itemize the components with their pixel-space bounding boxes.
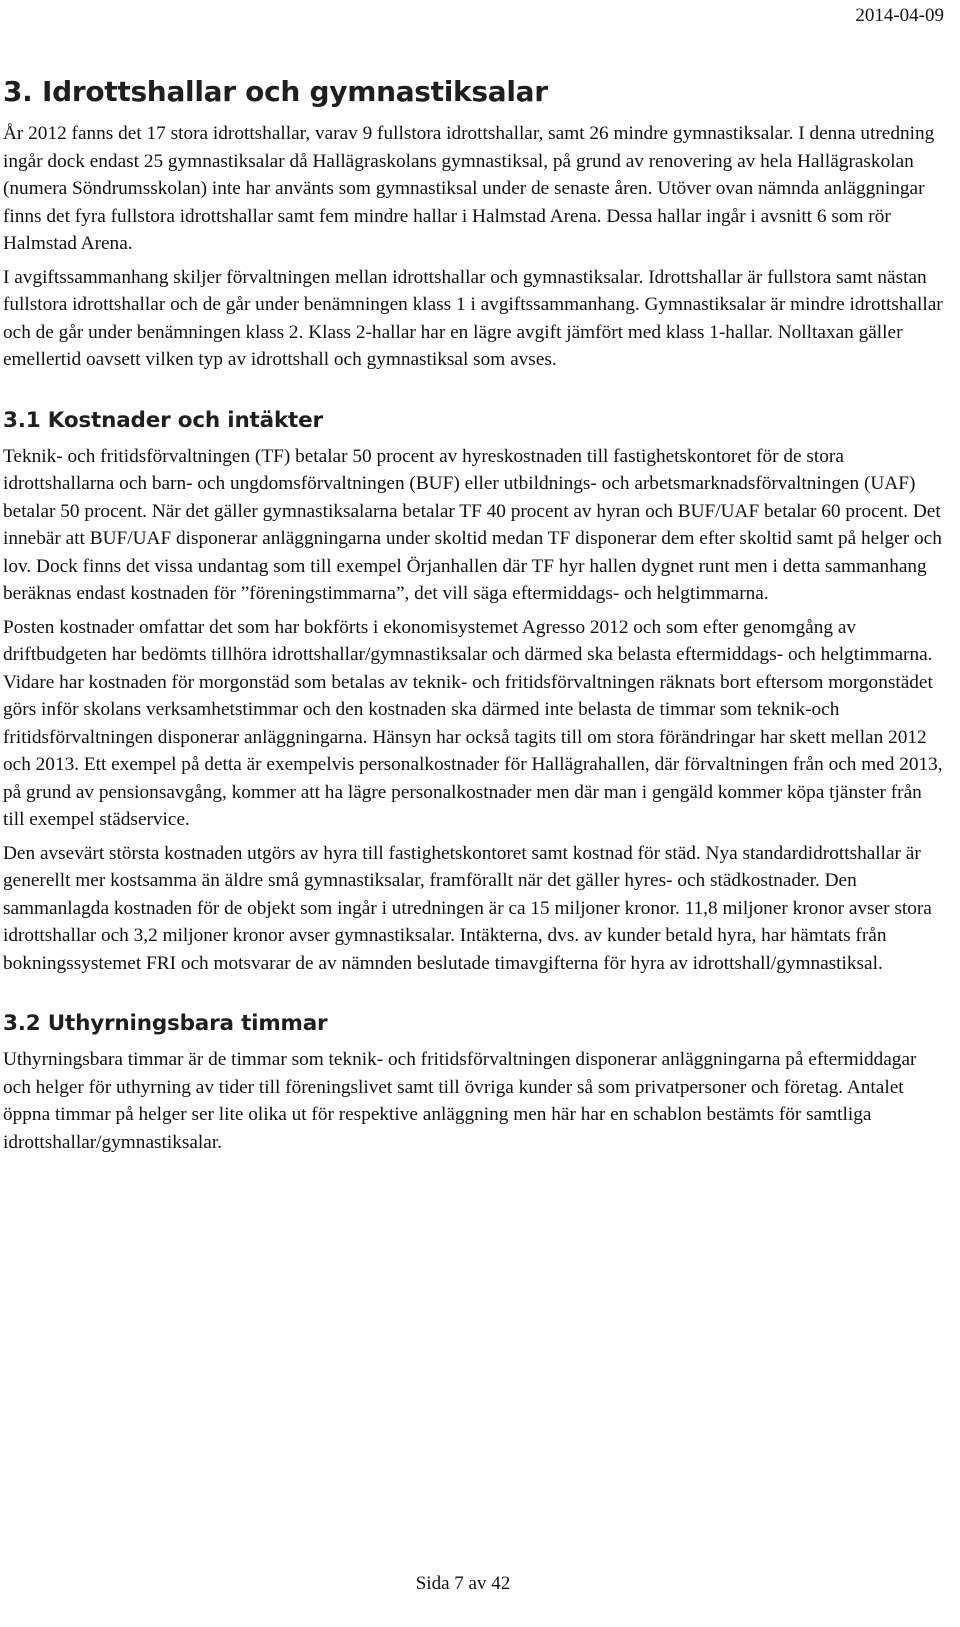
section-3-heading: 3. Idrottshallar och gymnastiksalar <box>3 75 548 108</box>
section-3-1-paragraph: Den avsevärt största kostnaden utgörs av hyra till fastighetskontoret samt kostnad för städ. Nya standardidrottshallar är generellt mer kostsamma än äldre små gymnastiksalar, framförallt när det gäller hyres- och städkostnader. Den sammanlagda kostnaden för de objekt som ingår i utredningen är ca 15 miljoner kronor. 11,8 miljoner kronor avser stora idrottshallar och 3,2 miljoner kronor avser gymnastiksalar. Intäkterna, dvs. av kunder betald hyra, har hämtats från bokningssystemet FRI och motsvarar de av nämnden beslutade timavgifterna för hyra av idrottshall/gymnastiksal. <box>3 842 932 974</box>
section-3-paragraph: I avgiftssammanhang skiljer förvaltningen mellan idrottshallar och gymnastiksalar. Idrottshallar är fullstora samt nästan fullstora idrottshallar och de går under benämningen klass 1 i avgiftssammanhang. Gymnastiksalar är mindre idrottshallar och de går under benämningen klass 2. Klass 2-hallar har en lägre avgift jämfört med klass 1-hallar. Nolltaxan gäller emellertid oavsett vilken typ av idrottshall och gymnastiksal som avses. <box>3 266 943 370</box>
page-number: Sida 7 av 42 <box>415 1573 511 1594</box>
section-3-2-heading: 3.2 Uthyrningsbara timmar <box>3 1011 328 1036</box>
section-3-paragraph: År 2012 fanns det 17 stora idrottshallar, varav 9 fullstora idrottshallar, samt 26 mindre gymnastiksalar. I denna utredning ingår dock endast 25 gymnastiksalar då Hallägraskolans gymnastiksal, på grund av renovering av hela Hallägraskolan (numera Söndrumsskolan) inte har använts som gymnastiksal under de senaste åren. Utöver ovan nämnda anläggningar finns det fyra fullstora idrottshallar samt fem mindre hallar i Halmstad Arena. Dessa hallar ingår i avsnitt 6 som rör Halmstad Arena. <box>3 123 935 254</box>
section-3-1-paragraph: Posten kostnader omfattar det som har bokförts i ekonomisystemet Agresso 2012 och som efter genomgång av driftbudgeten har bedömts tillhöra idrottshallar/gymnastiksalar och därmed ska belasta eftermiddags- och helgtimmarna. Vidare har kostnaden för morgonstäd som betalas av teknik- och fritidsförvaltningen räknats bort eftersom morgonstädet görs inför skolans verksamhetstimmar och den kostnaden ska därmed inte belasta de timmar som teknik-och fritidsförvaltningen disponerar anläggningarna. Hänsyn har också tagits till om stora förändringar har skett mellan 2012 och 2013. Ett exempel på detta är exempelvis personalkostnader för Hallägrahallen, där förvaltningen från och med 2013, på grund av pensionsavgång, kommer att ha lägre personalkostnader men där man i gengäld kommer köpa tjänster från till exempel städservice. <box>3 616 943 830</box>
section-3-1-heading: 3.1 Kostnader och intäkter <box>3 407 323 433</box>
section-3-2-paragraph: Uthyrningsbara timmar är de timmar som teknik- och fritidsförvaltningen disponerar anläggningarna på eftermiddagar och helger för uthyrning av tider till föreningslivet samt till övriga kunder så som privatpersoner och företag. Antalet öppna timmar på helger ser lite olika ut för respektive anläggning men här har en schablon bestämts för samtliga idrottshallar/gymnastiksalar. <box>3 1049 917 1153</box>
document-body <box>3 72 947 1162</box>
section-3-1-paragraph: Teknik- och fritidsförvaltningen (TF) betalar 50 procent av hyreskostnaden till fastighetskontoret för de stora idrottshallarna och barn- och ungdomsförvaltningen (BUF) eller utbildnings- och arbetsmarknadsförvaltningen (UAF) betalar 50 procent. När det gäller gymnastiksalarna betalar TF 40 procent av hyran och BUF/UAF betalar 60 procent. Det innebär att BUF/UAF disponerar anläggningarna under skoltid medan TF disponerar dem efter skoltid samt på helger och lov. Dock finns det vissa undantag som till exempel Örjanhallen där TF hyr hallen dygnet runt men i detta sammanhang beräknas endast kostnaden för ”föreningstimmarna”, det vill säga eftermiddags- och helgtimmarna. <box>3 445 942 604</box>
document-date: 2014-04-09 <box>855 5 944 26</box>
